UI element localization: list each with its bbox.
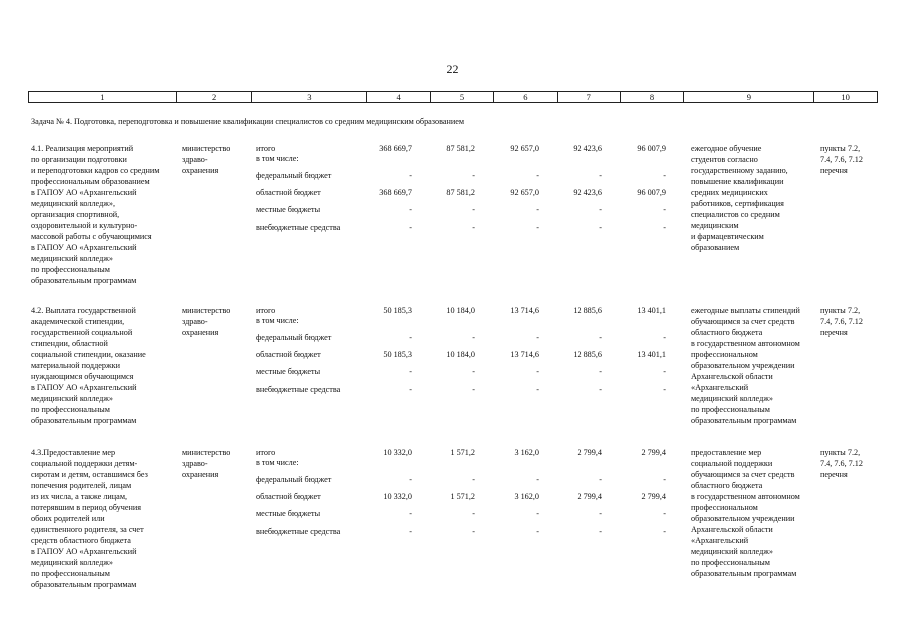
funding-value: - (409, 223, 412, 232)
col-header-7: 7 (558, 92, 621, 102)
funding-value: - (663, 385, 666, 394)
funding-value: - (599, 205, 602, 214)
expected-result: предоставление мер социальной поддержки обучающимся за счет средств областного бюджета в государственном автономном профессиональном образовательном учреждении Архангельской области «Архангельский медицинский колледж» по профессиональным образовательным программам (691, 448, 800, 578)
funding-row (256, 526, 676, 537)
funding-value: - (472, 527, 475, 536)
funding-source-label: итого (256, 448, 276, 457)
funding-value: 12 885,6 (573, 306, 602, 315)
funding-value: 92 423,6 (573, 144, 602, 153)
funding-row (256, 366, 676, 377)
funding-value: - (409, 509, 412, 518)
funding-value: 50 185,3 (383, 306, 412, 315)
funding-value: 3 162,0 (514, 492, 539, 501)
funding-row (256, 384, 676, 395)
funding-value: - (472, 367, 475, 376)
funding-row (256, 153, 676, 164)
measure-name: 4.1. Реализация мероприятий по организации подготовки и переподготовки кадров со средним профессиональным образованием в ГАПОУ АО «Архангельский медицинский колледж», организация спортивной, оздоровительной и культурно- массовой работы с обучающимися в ГАПОУ АО «Архангельский медицинский колледж» по профессиональным образовательным программам (31, 144, 160, 285)
funding-value: - (663, 367, 666, 376)
funding-value: 92 657,0 (510, 188, 539, 197)
funding-source-label: федеральный бюджет (256, 475, 332, 484)
col-header-6: 6 (494, 92, 558, 102)
funding-row (256, 474, 676, 485)
funding-value: - (409, 205, 412, 214)
funding-value: - (536, 367, 539, 376)
funding-row (256, 349, 676, 360)
funding-value: - (663, 527, 666, 536)
funding-value: - (536, 509, 539, 518)
executor: министерство здраво- охранения (182, 144, 231, 175)
executor: министерство здраво- охранения (182, 306, 231, 337)
funding-value: - (599, 367, 602, 376)
funding-source-label: местные бюджеты (256, 205, 321, 214)
funding-value: - (472, 171, 475, 180)
funding-source-label: в том числе: (256, 154, 299, 163)
funding-value: 10 332,0 (383, 492, 412, 501)
funding-value: 96 007,9 (637, 144, 666, 153)
funding-source-label: федеральный бюджет (256, 171, 332, 180)
executor: министерство здраво- охранения (182, 448, 231, 479)
funding-value: 50 185,3 (383, 350, 412, 359)
funding-source-label: итого (256, 144, 276, 153)
funding-source-label: внебюджетные средства (256, 527, 341, 536)
funding-value: 10 184,0 (446, 306, 475, 315)
funding-value: 368 669,7 (379, 188, 412, 197)
funding-row (256, 315, 676, 326)
funding-row (256, 508, 676, 519)
funding-value: - (409, 527, 412, 536)
funding-value: 2 799,4 (641, 448, 666, 457)
funding-value: 2 799,4 (577, 492, 602, 501)
funding-value: - (409, 385, 412, 394)
col-header-1: 1 (29, 92, 177, 102)
funding-value: - (472, 223, 475, 232)
funding-source-label: итого (256, 306, 276, 315)
funding-row (256, 222, 676, 233)
funding-value: - (536, 385, 539, 394)
funding-value: - (663, 333, 666, 342)
funding-value: - (663, 475, 666, 484)
funding-value: 87 581,2 (446, 188, 475, 197)
funding-source-label: внебюджетные средства (256, 223, 341, 232)
funding-value: 12 885,6 (573, 350, 602, 359)
funding-value: - (472, 509, 475, 518)
funding-value: 10 184,0 (446, 350, 475, 359)
funding-source-label: в том числе: (256, 458, 299, 467)
col-header-8: 8 (621, 92, 685, 102)
funding-value: - (536, 223, 539, 232)
expected-result: ежегодное обучение студентов согласно государственному заданию, повышение квалификации средних медицинских работников, сертификация специалистов со средним медицинским и фармацевтическим образованием (691, 144, 788, 252)
funding-source-label: в том числе: (256, 316, 299, 325)
funding-value: - (599, 475, 602, 484)
funding-row (256, 187, 676, 198)
funding-value: 96 007,9 (637, 188, 666, 197)
funding-value: 2 799,4 (577, 448, 602, 457)
funding-value: - (599, 223, 602, 232)
funding-value: - (599, 527, 602, 536)
funding-value: 13 714,6 (510, 350, 539, 359)
column-header-row (28, 91, 878, 103)
funding-value: - (472, 333, 475, 342)
funding-source-label: местные бюджеты (256, 509, 321, 518)
funding-value: 3 162,0 (514, 448, 539, 457)
funding-row (256, 332, 676, 343)
funding-source-label: областной бюджет (256, 492, 321, 501)
plan-points: пункты 7.2, 7.4, 7.6, 7.12 перечня (820, 306, 863, 337)
funding-value: - (409, 475, 412, 484)
col-header-9: 9 (684, 92, 814, 102)
funding-value: - (599, 333, 602, 342)
funding-source-label: внебюджетные средства (256, 385, 341, 394)
funding-value: - (663, 171, 666, 180)
funding-value: - (409, 333, 412, 342)
funding-value: - (472, 205, 475, 214)
measure-name: 4.3.Предоставление мер социальной поддержки детям- сиротам и детям, оставшимся без попечения родителей, лицам из их числа, а также лицам, потерявшим в период обучения обоих родителей или единственного родителя, за счет средств областного бюджета в ГАПОУ АО «Архангельский медицинский колледж» по профессиональным образовательным программам (31, 448, 148, 589)
funding-value: - (663, 223, 666, 232)
col-header-10: 10 (841, 92, 850, 102)
task-title: Задача № 4. Подготовка, переподготовка и повышение квалификации специалистов со средним медицинским образованием (31, 117, 465, 126)
page-number: 22 (446, 62, 459, 76)
funding-value: - (536, 333, 539, 342)
funding-value: - (472, 475, 475, 484)
funding-value: - (536, 475, 539, 484)
funding-source-label: местные бюджеты (256, 367, 321, 376)
funding-value: 1 571,2 (450, 492, 475, 501)
funding-row (256, 457, 676, 468)
funding-value: - (536, 171, 539, 180)
funding-row (256, 491, 676, 502)
measure-name: 4.2. Выплата государственной академической стипендии, государственной социальной стипендии, областной социальной стипендии, оказание материальной поддержки нуждающимся обучающимся в ГАПОУ АО «Архангельский медицинский колледж» по профессиональным образовательным программам (31, 306, 146, 425)
funding-row (256, 204, 676, 215)
funding-source-label: федеральный бюджет (256, 333, 332, 342)
funding-value: 92 657,0 (510, 144, 539, 153)
funding-value: - (599, 385, 602, 394)
funding-value: 13 401,1 (637, 350, 666, 359)
funding-value: 87 581,2 (446, 144, 475, 153)
col-header-4: 4 (367, 92, 431, 102)
funding-value: - (409, 171, 412, 180)
funding-value: 13 714,6 (510, 306, 539, 315)
col-header-3: 3 (252, 92, 367, 102)
expected-result: ежегодные выплаты стипендий обучающимся за счет средств областного бюджета в государственном автономном профессиональном образовательном учреждении Архангельской области «Архангельский медицинский колледж» по профессиональным образовательным программам (691, 306, 800, 425)
funding-value: - (663, 205, 666, 214)
funding-source-label: областной бюджет (256, 188, 321, 197)
funding-row (256, 170, 676, 181)
funding-value: - (536, 205, 539, 214)
funding-value: 10 332,0 (383, 448, 412, 457)
plan-points: пункты 7.2, 7.4, 7.6, 7.12 перечня (820, 448, 863, 479)
funding-value: 2 799,4 (641, 492, 666, 501)
funding-value: - (663, 509, 666, 518)
funding-value: - (599, 171, 602, 180)
funding-value: - (599, 509, 602, 518)
funding-value: - (472, 385, 475, 394)
funding-source-label: областной бюджет (256, 350, 321, 359)
funding-value: 92 423,6 (573, 188, 602, 197)
funding-value: - (409, 367, 412, 376)
funding-value: - (536, 527, 539, 536)
col-header-2: 2 (177, 92, 253, 102)
funding-value: 1 571,2 (450, 448, 475, 457)
plan-points: пункты 7.2, 7.4, 7.6, 7.12 перечня (820, 144, 863, 175)
funding-value: 13 401,1 (637, 306, 666, 315)
col-header-5: 5 (431, 92, 494, 102)
funding-value: 368 669,7 (379, 144, 412, 153)
